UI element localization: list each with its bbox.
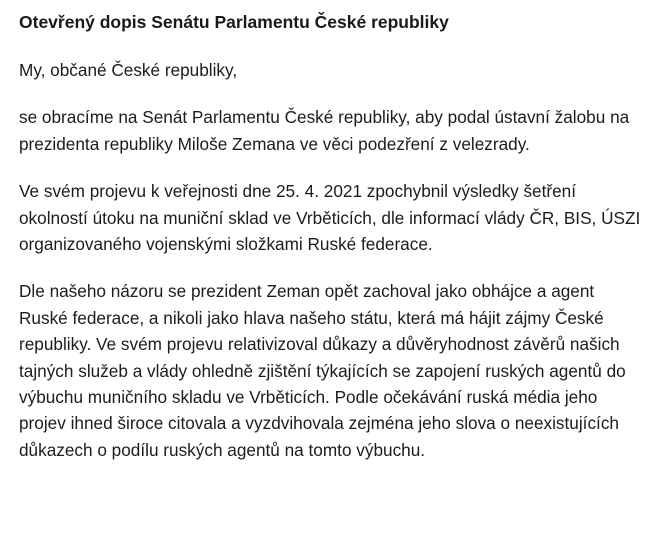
paragraph-request: se obracíme na Senát Parlamentu České republiky, aby podal ústavní žalobu na prezidenta republiky Miloše Zemana ve věci podezření z velezrady. [19,107,630,154]
paragraph-opinion: Dle našeho názoru se prezident Zeman opět zachoval jako obhájce a agent Ruské federace, a nikoli jako hlava našeho státu, která má hájit zájmy České republiky. Ve svém projevu relativizoval důkazy a důvěryhodnost závěrů našich tajných služeb a vlády ohledně zjištění týkajících se zapojení ruských agentů do výbuchu muničního skladu ve Vrběticích. Podle očekávání ruská média jeho projev ihned široce citovala a vyzdvihovala zejména jeho slova o neexistujících důkazech o podílu ruských agentů na tomto výbuchu. [19,281,626,460]
document-title: Otevřený dopis Senátu Parlamentu České republiky [19,12,449,32]
paragraph-speech: Ve svém projevu k veřejnosti dne 25. 4. 2021 zpochybnil výsledky šetření okolností útoku na muniční sklad ve Vrběticích, dle informací vlády ČR, BIS, ÚSZI organizovaného vojenskými složkami Ruské federace. [19,181,641,255]
letter-greeting: My, občané České republiky, [19,60,238,80]
